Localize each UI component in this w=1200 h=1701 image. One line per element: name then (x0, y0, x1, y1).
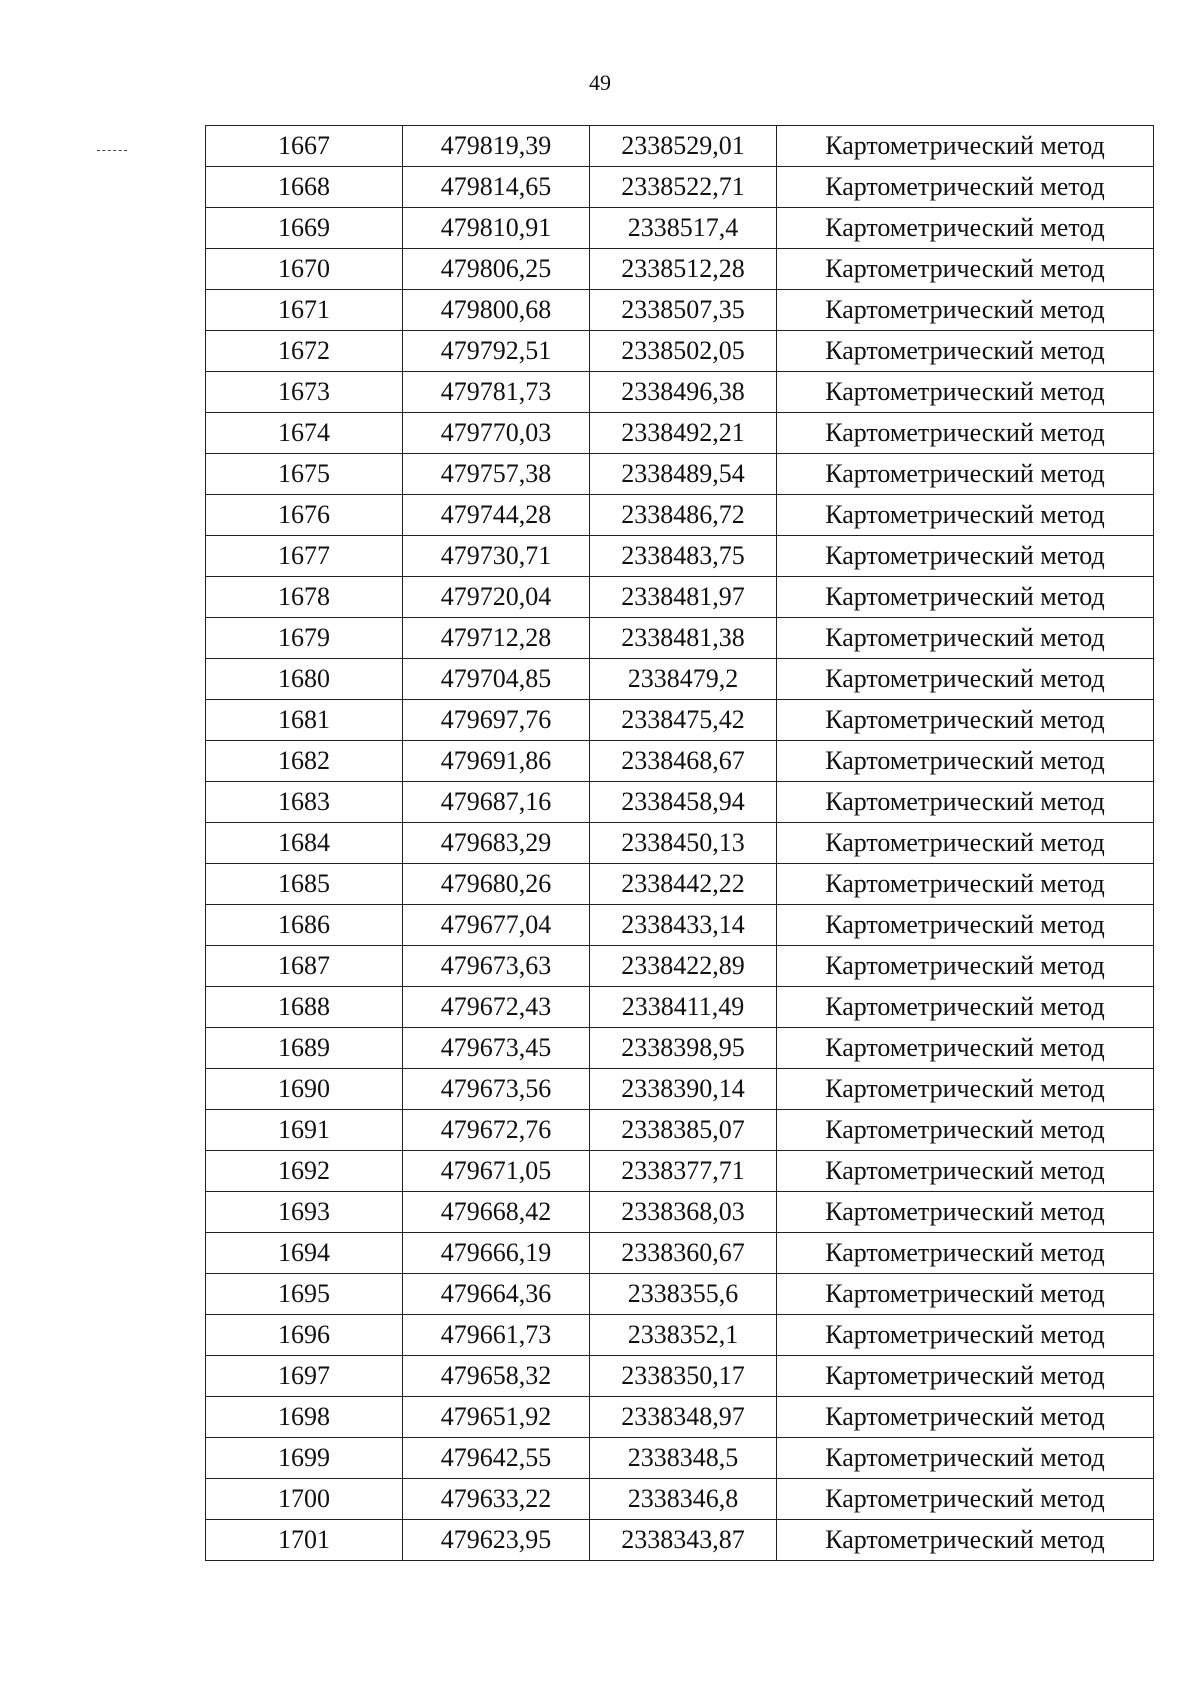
y-coordinate-cell: 2338481,38 (590, 618, 777, 659)
table-row (206, 208, 1154, 249)
y-coordinate-cell: 2338458,94 (590, 782, 777, 823)
y-coordinate-cell: 2338496,38 (590, 372, 777, 413)
table-row (206, 577, 1154, 618)
table-body (206, 126, 1154, 1561)
point-number-cell: 1671 (206, 290, 403, 331)
point-number-cell: 1689 (206, 1028, 403, 1069)
table-row (206, 1110, 1154, 1151)
y-coordinate-cell: 2338350,17 (590, 1356, 777, 1397)
y-coordinate-cell: 2338486,72 (590, 495, 777, 536)
x-coordinate-cell: 479770,03 (403, 413, 590, 454)
table-row (206, 372, 1154, 413)
point-number-cell: 1677 (206, 536, 403, 577)
table-row (206, 1438, 1154, 1479)
table-row (206, 331, 1154, 372)
point-number-cell: 1674 (206, 413, 403, 454)
point-number-cell: 1690 (206, 1069, 403, 1110)
table-row (206, 618, 1154, 659)
table-row (206, 987, 1154, 1028)
point-number-cell: 1694 (206, 1233, 403, 1274)
y-coordinate-cell: 2338483,75 (590, 536, 777, 577)
y-coordinate-cell: 2338422,89 (590, 946, 777, 987)
y-coordinate-cell: 2338355,6 (590, 1274, 777, 1315)
point-number-cell: 1693 (206, 1192, 403, 1233)
point-number-cell: 1698 (206, 1397, 403, 1438)
table-row (206, 536, 1154, 577)
point-number-cell: 1678 (206, 577, 403, 618)
table-row (206, 782, 1154, 823)
table-row (206, 905, 1154, 946)
x-coordinate-cell: 479658,32 (403, 1356, 590, 1397)
method-cell: Картометрический метод (777, 495, 1154, 536)
table-row (206, 126, 1154, 167)
x-coordinate-cell: 479642,55 (403, 1438, 590, 1479)
x-coordinate-cell: 479810,91 (403, 208, 590, 249)
y-coordinate-cell: 2338507,35 (590, 290, 777, 331)
table-row (206, 946, 1154, 987)
x-coordinate-cell: 479744,28 (403, 495, 590, 536)
point-number-cell: 1676 (206, 495, 403, 536)
method-cell: Картометрический метод (777, 1315, 1154, 1356)
table-row (206, 1397, 1154, 1438)
point-number-cell: 1684 (206, 823, 403, 864)
table-row (206, 1356, 1154, 1397)
x-coordinate-cell: 479712,28 (403, 618, 590, 659)
y-coordinate-cell: 2338433,14 (590, 905, 777, 946)
table-row (206, 1315, 1154, 1356)
point-number-cell: 1686 (206, 905, 403, 946)
y-coordinate-cell: 2338377,71 (590, 1151, 777, 1192)
table-row (206, 864, 1154, 905)
method-cell: Картометрический метод (777, 1110, 1154, 1151)
y-coordinate-cell: 2338450,13 (590, 823, 777, 864)
y-coordinate-cell: 2338348,5 (590, 1438, 777, 1479)
x-coordinate-cell: 479792,51 (403, 331, 590, 372)
y-coordinate-cell: 2338522,71 (590, 167, 777, 208)
y-coordinate-cell: 2338343,87 (590, 1520, 777, 1561)
x-coordinate-cell: 479687,16 (403, 782, 590, 823)
method-cell: Картометрический метод (777, 700, 1154, 741)
point-number-cell: 1672 (206, 331, 403, 372)
method-cell: Картометрический метод (777, 331, 1154, 372)
y-coordinate-cell: 2338481,97 (590, 577, 777, 618)
point-number-cell: 1682 (206, 741, 403, 782)
point-number-cell: 1673 (206, 372, 403, 413)
y-coordinate-cell: 2338346,8 (590, 1479, 777, 1520)
method-cell: Картометрический метод (777, 782, 1154, 823)
point-number-cell: 1675 (206, 454, 403, 495)
page-number: 49 (589, 70, 611, 95)
method-cell: Картометрический метод (777, 1520, 1154, 1561)
point-number-cell: 1670 (206, 249, 403, 290)
table-row (206, 495, 1154, 536)
x-coordinate-cell: 479673,63 (403, 946, 590, 987)
y-coordinate-cell: 2338390,14 (590, 1069, 777, 1110)
y-coordinate-cell: 2338411,49 (590, 987, 777, 1028)
x-coordinate-cell: 479806,25 (403, 249, 590, 290)
point-number-cell: 1700 (206, 1479, 403, 1520)
table-row (206, 659, 1154, 700)
method-cell: Картометрический метод (777, 1192, 1154, 1233)
point-number-cell: 1697 (206, 1356, 403, 1397)
y-coordinate-cell: 2338512,28 (590, 249, 777, 290)
y-coordinate-cell: 2338348,97 (590, 1397, 777, 1438)
method-cell: Картометрический метод (777, 1274, 1154, 1315)
x-coordinate-cell: 479671,05 (403, 1151, 590, 1192)
point-number-cell: 1695 (206, 1274, 403, 1315)
y-coordinate-cell: 2338502,05 (590, 331, 777, 372)
y-coordinate-cell: 2338385,07 (590, 1110, 777, 1151)
point-number-cell: 1668 (206, 167, 403, 208)
x-coordinate-cell: 479781,73 (403, 372, 590, 413)
table-row (206, 413, 1154, 454)
y-coordinate-cell: 2338468,67 (590, 741, 777, 782)
method-cell: Картометрический метод (777, 905, 1154, 946)
method-cell: Картометрический метод (777, 1438, 1154, 1479)
method-cell: Картометрический метод (777, 577, 1154, 618)
method-cell: Картометрический метод (777, 618, 1154, 659)
table-row (206, 1151, 1154, 1192)
table-row (206, 1520, 1154, 1561)
point-number-cell: 1701 (206, 1520, 403, 1561)
method-cell: Картометрический метод (777, 413, 1154, 454)
x-coordinate-cell: 479720,04 (403, 577, 590, 618)
x-coordinate-cell: 479677,04 (403, 905, 590, 946)
table-row (206, 249, 1154, 290)
y-coordinate-cell: 2338398,95 (590, 1028, 777, 1069)
y-coordinate-cell: 2338517,4 (590, 208, 777, 249)
point-number-cell: 1680 (206, 659, 403, 700)
table-row (206, 1479, 1154, 1520)
method-cell: Картометрический метод (777, 1069, 1154, 1110)
x-coordinate-cell: 479651,92 (403, 1397, 590, 1438)
method-cell: Картометрический метод (777, 659, 1154, 700)
x-coordinate-cell: 479800,68 (403, 290, 590, 331)
x-coordinate-cell: 479697,76 (403, 700, 590, 741)
method-cell: Картометрический метод (777, 1356, 1154, 1397)
x-coordinate-cell: 479683,29 (403, 823, 590, 864)
table-row (206, 1069, 1154, 1110)
x-coordinate-cell: 479664,36 (403, 1274, 590, 1315)
point-number-cell: 1679 (206, 618, 403, 659)
method-cell: Картометрический метод (777, 946, 1154, 987)
method-cell: Картометрический метод (777, 741, 1154, 782)
x-coordinate-cell: 479623,95 (403, 1520, 590, 1561)
x-coordinate-cell: 479666,19 (403, 1233, 590, 1274)
point-number-cell: 1696 (206, 1315, 403, 1356)
method-cell: Картометрический метод (777, 1151, 1154, 1192)
point-number-cell: 1692 (206, 1151, 403, 1192)
table-row (206, 823, 1154, 864)
x-coordinate-cell: 479668,42 (403, 1192, 590, 1233)
y-coordinate-cell: 2338352,1 (590, 1315, 777, 1356)
point-number-cell: 1685 (206, 864, 403, 905)
point-number-cell: 1691 (206, 1110, 403, 1151)
y-coordinate-cell: 2338529,01 (590, 126, 777, 167)
method-cell: Картометрический метод (777, 249, 1154, 290)
method-cell: Картометрический метод (777, 454, 1154, 495)
method-cell: Картометрический метод (777, 126, 1154, 167)
point-number-cell: 1699 (206, 1438, 403, 1479)
table-row (206, 1233, 1154, 1274)
point-number-cell: 1669 (206, 208, 403, 249)
y-coordinate-cell: 2338479,2 (590, 659, 777, 700)
y-coordinate-cell: 2338492,21 (590, 413, 777, 454)
margin-mark (97, 150, 127, 151)
table-row (206, 454, 1154, 495)
method-cell: Картометрический метод (777, 208, 1154, 249)
y-coordinate-cell: 2338360,67 (590, 1233, 777, 1274)
y-coordinate-cell: 2338475,42 (590, 700, 777, 741)
x-coordinate-cell: 479673,56 (403, 1069, 590, 1110)
x-coordinate-cell: 479730,71 (403, 536, 590, 577)
x-coordinate-cell: 479661,73 (403, 1315, 590, 1356)
x-coordinate-cell: 479814,65 (403, 167, 590, 208)
table-row (206, 700, 1154, 741)
coordinates-table (205, 125, 1154, 1561)
x-coordinate-cell: 479633,22 (403, 1479, 590, 1520)
point-number-cell: 1687 (206, 946, 403, 987)
y-coordinate-cell: 2338442,22 (590, 864, 777, 905)
method-cell: Картометрический метод (777, 167, 1154, 208)
table-row (206, 1274, 1154, 1315)
method-cell: Картометрический метод (777, 536, 1154, 577)
x-coordinate-cell: 479672,76 (403, 1110, 590, 1151)
x-coordinate-cell: 479757,38 (403, 454, 590, 495)
y-coordinate-cell: 2338489,54 (590, 454, 777, 495)
point-number-cell: 1688 (206, 987, 403, 1028)
method-cell: Картометрический метод (777, 1397, 1154, 1438)
x-coordinate-cell: 479691,86 (403, 741, 590, 782)
method-cell: Картометрический метод (777, 864, 1154, 905)
method-cell: Картометрический метод (777, 1479, 1154, 1520)
table-row (206, 290, 1154, 331)
method-cell: Картометрический метод (777, 290, 1154, 331)
point-number-cell: 1683 (206, 782, 403, 823)
table-row (206, 741, 1154, 782)
method-cell: Картометрический метод (777, 823, 1154, 864)
x-coordinate-cell: 479819,39 (403, 126, 590, 167)
point-number-cell: 1681 (206, 700, 403, 741)
y-coordinate-cell: 2338368,03 (590, 1192, 777, 1233)
table-row (206, 1028, 1154, 1069)
method-cell: Картометрический метод (777, 1233, 1154, 1274)
x-coordinate-cell: 479673,45 (403, 1028, 590, 1069)
method-cell: Картометрический метод (777, 372, 1154, 413)
method-cell: Картометрический метод (777, 987, 1154, 1028)
x-coordinate-cell: 479704,85 (403, 659, 590, 700)
x-coordinate-cell: 479680,26 (403, 864, 590, 905)
method-cell: Картометрический метод (777, 1028, 1154, 1069)
table-row (206, 1192, 1154, 1233)
point-number-cell: 1667 (206, 126, 403, 167)
table-row (206, 167, 1154, 208)
x-coordinate-cell: 479672,43 (403, 987, 590, 1028)
